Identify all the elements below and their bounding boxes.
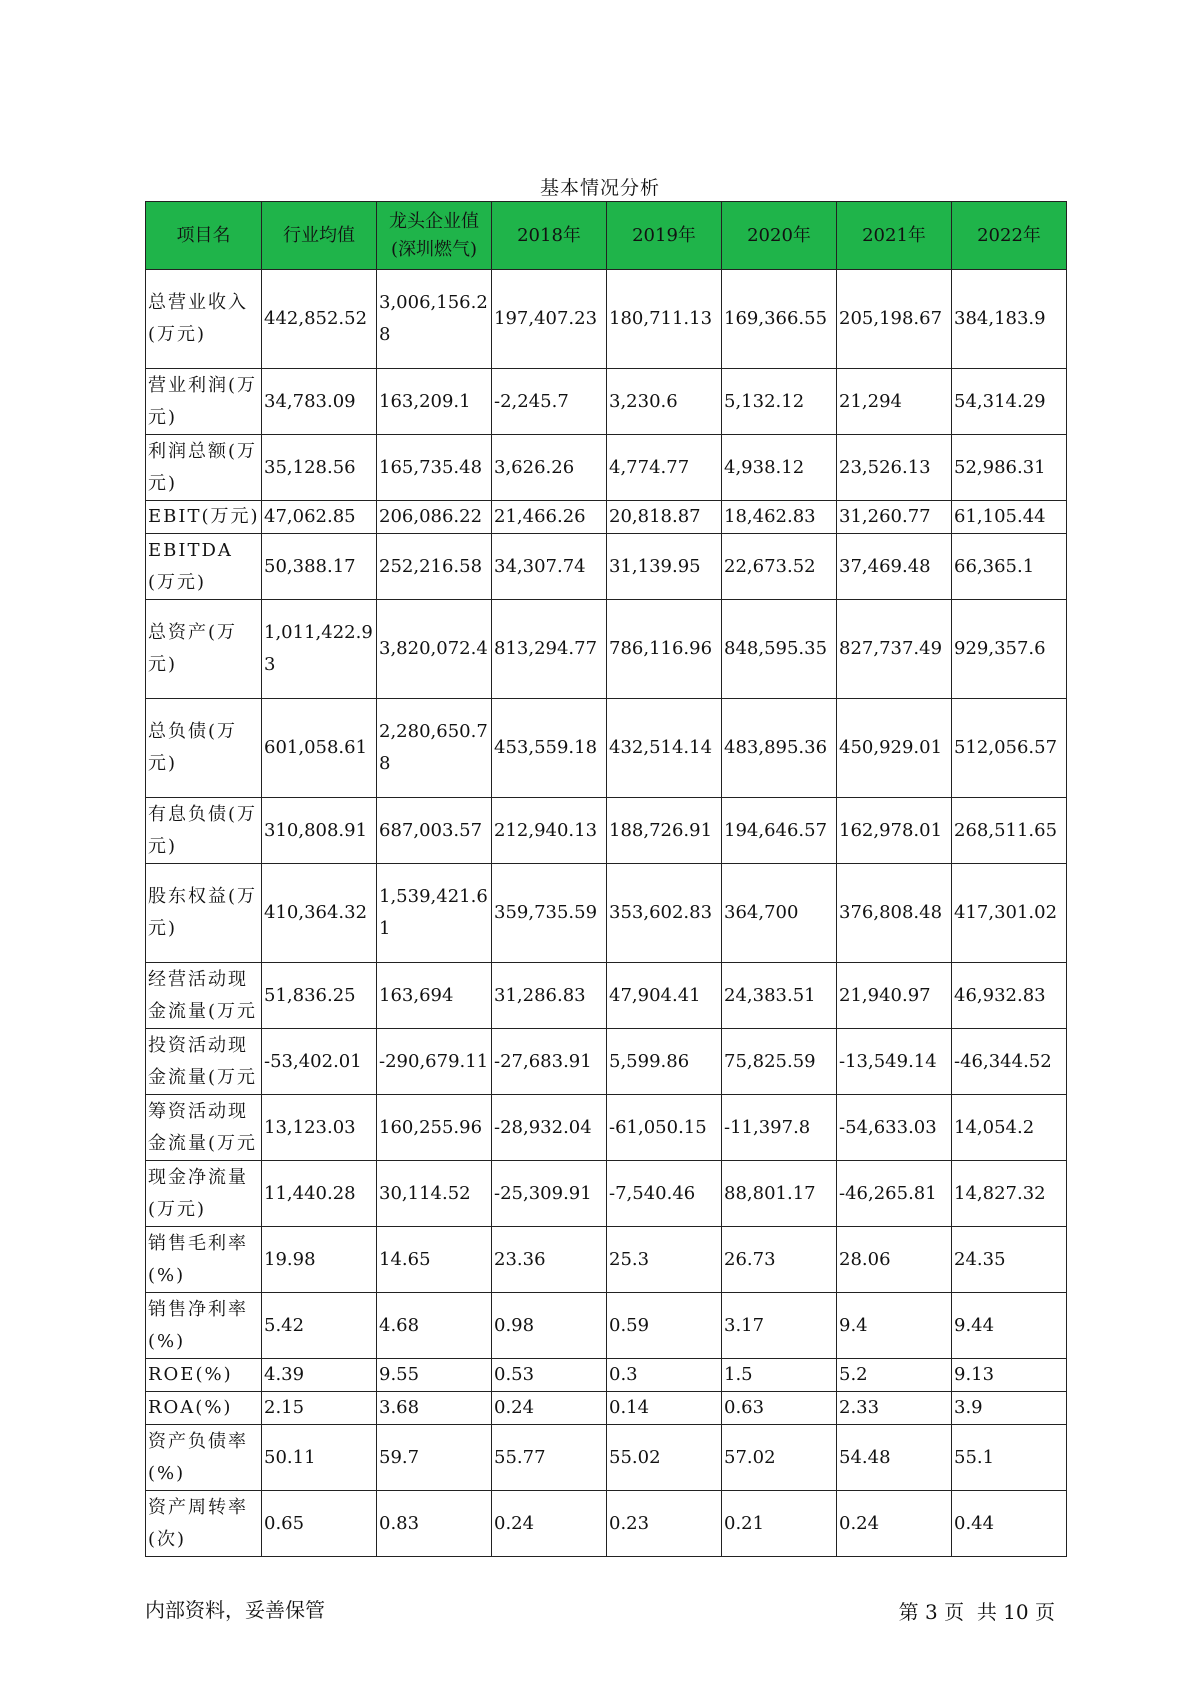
value-cell: 9.55	[377, 1359, 492, 1392]
value-cell: 353,602.83	[607, 864, 722, 963]
value-cell: -13,549.14	[837, 1029, 952, 1095]
value-cell: 50,388.17	[262, 534, 377, 600]
value-cell: 384,183.9	[952, 270, 1067, 369]
value-cell: 0.14	[607, 1392, 722, 1425]
value-cell: 0.3	[607, 1359, 722, 1392]
row-metric-label: 资产周转率(次)	[146, 1491, 262, 1557]
value-cell: 35,128.56	[262, 435, 377, 501]
row-metric-label: 有息负债(万元)	[146, 798, 262, 864]
value-cell: 5,132.12	[722, 369, 837, 435]
value-cell: 197,407.23	[492, 270, 607, 369]
table-row	[146, 534, 1067, 600]
value-cell: 14.65	[377, 1227, 492, 1293]
value-cell: 162,978.01	[837, 798, 952, 864]
value-cell: 0.23	[607, 1491, 722, 1557]
value-cell: 1,539,421.61	[377, 864, 492, 963]
value-cell: 9.44	[952, 1293, 1067, 1359]
table-row	[146, 1095, 1067, 1161]
value-cell: 0.59	[607, 1293, 722, 1359]
value-cell: 601,058.61	[262, 699, 377, 798]
value-cell: 929,357.6	[952, 600, 1067, 699]
header-industry-average: 行业均值	[262, 202, 377, 270]
value-cell: 18,462.83	[722, 501, 837, 534]
value-cell: 813,294.77	[492, 600, 607, 699]
value-cell: 2.15	[262, 1392, 377, 1425]
row-metric-label: 现金净流量(万元)	[146, 1161, 262, 1227]
value-cell: 442,852.52	[262, 270, 377, 369]
value-cell: -28,932.04	[492, 1095, 607, 1161]
value-cell: 57.02	[722, 1425, 837, 1491]
value-cell: 359,735.59	[492, 864, 607, 963]
value-cell: 37,469.48	[837, 534, 952, 600]
value-cell: 14,827.32	[952, 1161, 1067, 1227]
value-cell: 31,260.77	[837, 501, 952, 534]
value-cell: 21,940.97	[837, 963, 952, 1029]
value-cell: 9.4	[837, 1293, 952, 1359]
value-cell: -25,309.91	[492, 1161, 607, 1227]
value-cell: 25.3	[607, 1227, 722, 1293]
value-cell: 5.2	[837, 1359, 952, 1392]
value-cell: 205,198.67	[837, 270, 952, 369]
footer-page-number: 第 3 页 共 10 页	[898, 1600, 1055, 1624]
value-cell: 4,774.77	[607, 435, 722, 501]
row-metric-label: 股东权益(万元)	[146, 864, 262, 963]
value-cell: 417,301.02	[952, 864, 1067, 963]
value-cell: 827,737.49	[837, 600, 952, 699]
value-cell: 9.13	[952, 1359, 1067, 1392]
row-metric-label: EBITDA(万元)	[146, 534, 262, 600]
table-row	[146, 1425, 1067, 1491]
row-metric-label: EBIT(万元)	[146, 501, 262, 534]
value-cell: 212,940.13	[492, 798, 607, 864]
value-cell: 169,366.55	[722, 270, 837, 369]
value-cell: 54.48	[837, 1425, 952, 1491]
table-row	[146, 1029, 1067, 1095]
footer-confidential-note: 内部资料，妥善保管	[145, 1598, 325, 1622]
value-cell: 5,599.86	[607, 1029, 722, 1095]
value-cell: 410,364.32	[262, 864, 377, 963]
value-cell: 0.44	[952, 1491, 1067, 1557]
header-2018: 2018年	[492, 202, 607, 270]
value-cell: 24,383.51	[722, 963, 837, 1029]
value-cell: 0.21	[722, 1491, 837, 1557]
value-cell: 0.63	[722, 1392, 837, 1425]
value-cell: 21,466.26	[492, 501, 607, 534]
value-cell: 66,365.1	[952, 534, 1067, 600]
header-2022: 2022年	[952, 202, 1067, 270]
value-cell: 512,056.57	[952, 699, 1067, 798]
table-row	[146, 798, 1067, 864]
value-cell: 163,209.1	[377, 369, 492, 435]
header-2021: 2021年	[837, 202, 952, 270]
table-row	[146, 699, 1067, 798]
table-row	[146, 501, 1067, 534]
header-item-name: 项目名	[146, 202, 262, 270]
value-cell: 848,595.35	[722, 600, 837, 699]
value-cell: 59.7	[377, 1425, 492, 1491]
value-cell: 28.06	[837, 1227, 952, 1293]
value-cell: -54,633.03	[837, 1095, 952, 1161]
value-cell: 2,280,650.78	[377, 699, 492, 798]
value-cell: 23.36	[492, 1227, 607, 1293]
value-cell: 432,514.14	[607, 699, 722, 798]
value-cell: 3,626.26	[492, 435, 607, 501]
value-cell: 453,559.18	[492, 699, 607, 798]
value-cell: -11,397.8	[722, 1095, 837, 1161]
table-row	[146, 270, 1067, 369]
row-metric-label: 利润总额(万元)	[146, 435, 262, 501]
value-cell: 0.24	[492, 1392, 607, 1425]
value-cell: -46,344.52	[952, 1029, 1067, 1095]
value-cell: 180,711.13	[607, 270, 722, 369]
value-cell: 14,054.2	[952, 1095, 1067, 1161]
value-cell: 22,673.52	[722, 534, 837, 600]
value-cell: 47,904.41	[607, 963, 722, 1029]
value-cell: 786,116.96	[607, 600, 722, 699]
value-cell: -2,245.7	[492, 369, 607, 435]
value-cell: 194,646.57	[722, 798, 837, 864]
value-cell: 3.9	[952, 1392, 1067, 1425]
value-cell: 26.73	[722, 1227, 837, 1293]
value-cell: 88,801.17	[722, 1161, 837, 1227]
value-cell: 160,255.96	[377, 1095, 492, 1161]
value-cell: 54,314.29	[952, 369, 1067, 435]
header-2019: 2019年	[607, 202, 722, 270]
value-cell: 364,700	[722, 864, 837, 963]
row-metric-label: 销售净利率(%)	[146, 1293, 262, 1359]
table-row	[146, 963, 1067, 1029]
value-cell: 2.33	[837, 1392, 952, 1425]
value-cell: 376,808.48	[837, 864, 952, 963]
row-metric-label: 投资活动现金流量(万元	[146, 1029, 262, 1095]
value-cell: 163,694	[377, 963, 492, 1029]
value-cell: 3.17	[722, 1293, 837, 1359]
value-cell: 75,825.59	[722, 1029, 837, 1095]
value-cell: 0.65	[262, 1491, 377, 1557]
row-metric-label: 总营业收入(万元)	[146, 270, 262, 369]
table-row	[146, 369, 1067, 435]
table-row	[146, 1227, 1067, 1293]
table-header-row	[146, 202, 1067, 270]
value-cell: 13,123.03	[262, 1095, 377, 1161]
value-cell: 4.39	[262, 1359, 377, 1392]
value-cell: -46,265.81	[837, 1161, 952, 1227]
value-cell: 483,895.36	[722, 699, 837, 798]
value-cell: 30,114.52	[377, 1161, 492, 1227]
value-cell: 3.68	[377, 1392, 492, 1425]
value-cell: 47,062.85	[262, 501, 377, 534]
value-cell: 1,011,422.93	[262, 600, 377, 699]
header-2020: 2020年	[722, 202, 837, 270]
value-cell: 0.98	[492, 1293, 607, 1359]
value-cell: 1.5	[722, 1359, 837, 1392]
row-metric-label: ROE(%)	[146, 1359, 262, 1392]
value-cell: 0.83	[377, 1491, 492, 1557]
table-row	[146, 600, 1067, 699]
value-cell: 206,086.22	[377, 501, 492, 534]
value-cell: 46,932.83	[952, 963, 1067, 1029]
value-cell: 3,820,072.4	[377, 600, 492, 699]
value-cell: 31,286.83	[492, 963, 607, 1029]
value-cell: 21,294	[837, 369, 952, 435]
value-cell: 4.68	[377, 1293, 492, 1359]
value-cell: 11,440.28	[262, 1161, 377, 1227]
row-metric-label: 销售毛利率(%)	[146, 1227, 262, 1293]
value-cell: 52,986.31	[952, 435, 1067, 501]
table-row	[146, 435, 1067, 501]
financial-analysis-table	[145, 201, 1067, 1557]
table-row	[146, 1161, 1067, 1227]
row-metric-label: 经营活动现金流量(万元	[146, 963, 262, 1029]
value-cell: 50.11	[262, 1425, 377, 1491]
row-metric-label: 营业利润(万元)	[146, 369, 262, 435]
value-cell: 34,783.09	[262, 369, 377, 435]
table-row	[146, 1491, 1067, 1557]
value-cell: 31,139.95	[607, 534, 722, 600]
value-cell: -53,402.01	[262, 1029, 377, 1095]
header-leader-value: 龙头企业值(深圳燃气)	[377, 202, 492, 270]
value-cell: 55.1	[952, 1425, 1067, 1491]
value-cell: -290,679.11	[377, 1029, 492, 1095]
value-cell: 188,726.91	[607, 798, 722, 864]
row-metric-label: 总负债(万元)	[146, 699, 262, 798]
value-cell: 51,836.25	[262, 963, 377, 1029]
value-cell: 252,216.58	[377, 534, 492, 600]
value-cell: 34,307.74	[492, 534, 607, 600]
value-cell: 165,735.48	[377, 435, 492, 501]
table-row	[146, 864, 1067, 963]
value-cell: 23,526.13	[837, 435, 952, 501]
value-cell: 55.02	[607, 1425, 722, 1491]
value-cell: 4,938.12	[722, 435, 837, 501]
row-metric-label: ROA(%)	[146, 1392, 262, 1425]
value-cell: 0.24	[837, 1491, 952, 1557]
value-cell: 268,511.65	[952, 798, 1067, 864]
value-cell: -7,540.46	[607, 1161, 722, 1227]
table-row	[146, 1359, 1067, 1392]
value-cell: -61,050.15	[607, 1095, 722, 1161]
value-cell: 0.53	[492, 1359, 607, 1392]
value-cell: 20,818.87	[607, 501, 722, 534]
value-cell: 687,003.57	[377, 798, 492, 864]
row-metric-label: 总资产(万元)	[146, 600, 262, 699]
value-cell: 5.42	[262, 1293, 377, 1359]
value-cell: 3,230.6	[607, 369, 722, 435]
value-cell: 310,808.91	[262, 798, 377, 864]
value-cell: 450,929.01	[837, 699, 952, 798]
row-metric-label: 筹资活动现金流量(万元	[146, 1095, 262, 1161]
value-cell: 55.77	[492, 1425, 607, 1491]
value-cell: 3,006,156.28	[377, 270, 492, 369]
value-cell: 24.35	[952, 1227, 1067, 1293]
value-cell: -27,683.91	[492, 1029, 607, 1095]
table-row	[146, 1392, 1067, 1425]
value-cell: 0.24	[492, 1491, 607, 1557]
value-cell: 19.98	[262, 1227, 377, 1293]
row-metric-label: 资产负债率(%)	[146, 1425, 262, 1491]
table-caption: 基本情况分析	[539, 177, 660, 199]
value-cell: 61,105.44	[952, 501, 1067, 534]
table-row	[146, 1293, 1067, 1359]
